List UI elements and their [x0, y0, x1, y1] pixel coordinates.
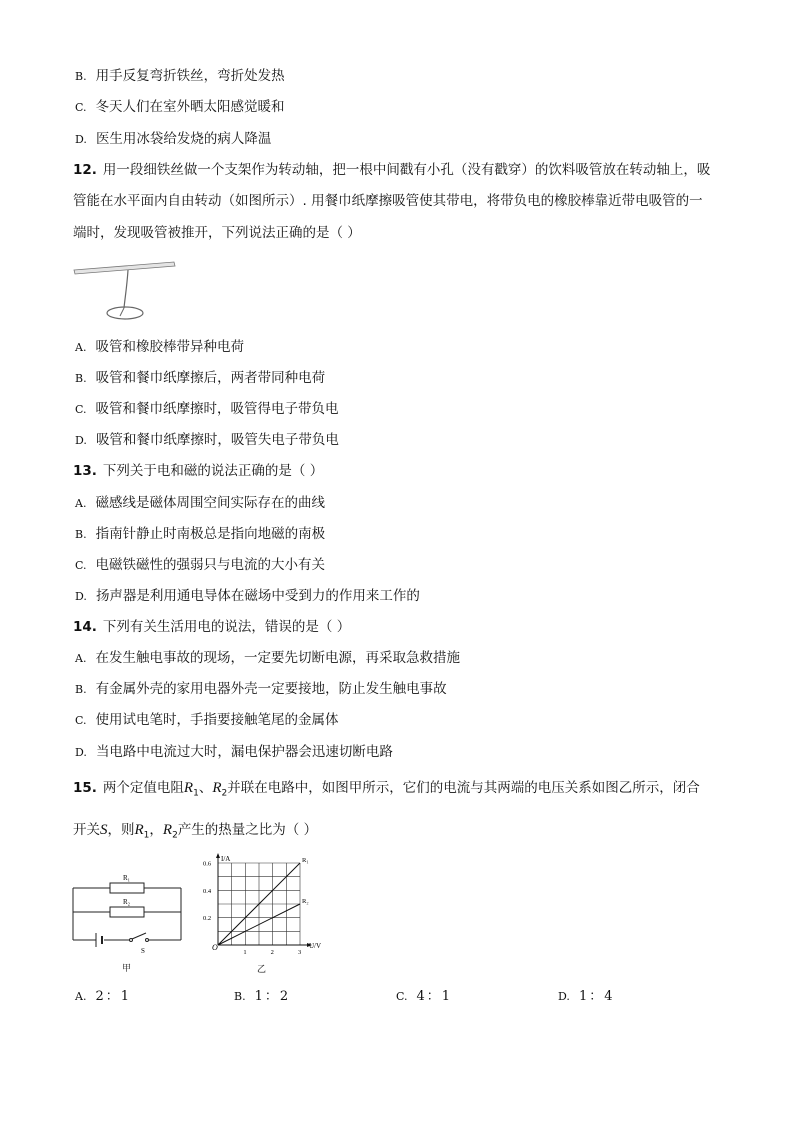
q12-option-b: B. 吸管和餐巾纸摩擦后，两者带同种电荷 — [75, 370, 326, 386]
origin-label: O — [212, 943, 218, 952]
q11-option-c: C. 冬天人们在室外晒太阳感觉暖和 — [75, 99, 285, 115]
x-tick-label: 3 — [298, 949, 302, 956]
q12-option-c: C. 吸管和餐巾纸摩擦时，吸管得电子带负电 — [75, 401, 339, 417]
chart-ticks — [203, 855, 321, 956]
q15-stem-line1: 15. 两个定值电阻$R_1$、$R_2$并联在电路中，如图甲所示，它们的电流与其两端的电压关系如图乙所示，闭合 — [73, 780, 700, 799]
q11-option-d: D. 医生用冰袋给发烧的病人降温 — [75, 131, 272, 147]
q14-option-a: A. 在发生触电事故的现场，一定要先切断电源，再采取急救措施 — [75, 650, 460, 666]
straw-stand-figure — [70, 258, 185, 328]
q15-option-b: B. 1：2 — [234, 989, 291, 1004]
y-tick-label: 0.2 — [203, 915, 212, 923]
y-axis-arrow — [216, 853, 220, 858]
q13-option-a: A. 磁感线是磁体周围空间实际存在的曲线 — [75, 495, 325, 511]
q13-option-d: D. 扬声器是利用通电导体在磁场中受到力的作用来工作的 — [75, 588, 420, 604]
series-label-r2: R₂ — [302, 898, 309, 905]
q14-option-c: C. 使用试电笔时，手指要接触笔尾的金属体 — [75, 712, 339, 728]
q12-stem-line2: 管能在水平面内自由转动（如图所示）. 用餐巾纸摩擦吸管使其带电，将带负电的橡胶棒靠近带电吸管的一 — [73, 193, 703, 209]
y-tick-label: 0.6 — [203, 860, 212, 868]
caption-jia: 甲 — [122, 964, 132, 974]
resistor-r1 — [110, 883, 144, 893]
x-tick-label: 2 — [270, 949, 274, 956]
x-tick-label: 1 — [243, 949, 247, 956]
q11-option-b: B. 用手反复弯折铁丝，弯折处发热 — [75, 68, 285, 84]
straw-image — [74, 262, 175, 319]
circuit-diagram-jia — [68, 868, 186, 958]
q15-option-a: A. 2：1 — [75, 989, 131, 1004]
label-r2: R₂ — [123, 898, 131, 906]
q12-option-a: A. 吸管和橡胶棒带异种电荷 — [75, 339, 244, 355]
q14-option-d: D. 当电路中电流过大时，漏电保护器会迅速切断电路 — [75, 744, 393, 760]
battery-symbol — [96, 933, 102, 947]
q15-stem-line2: 开关S，则$R_1$，$R_2$产生的热量之比为（ ） — [73, 822, 318, 841]
q13-option-c: C. 电磁铁磁性的强弱只与电流的大小有关 — [75, 557, 326, 573]
y-axis-label: I/A — [221, 855, 231, 863]
iu-graph-yi — [200, 853, 335, 958]
q12-option-d: D. 吸管和餐巾纸摩擦时，吸管失电子带负电 — [75, 432, 339, 448]
resistor-r2 — [110, 907, 144, 917]
series-label-r1: R₁ — [302, 857, 309, 864]
q12-stem-line1: 12. 用一段细铁丝做一个支架作为转动轴，把一根中间戳有小孔（没有戳穿）的饮料吸管放在转动轴上，吸 — [73, 162, 711, 178]
q12-stem-line3: 端时，发现吸管被推开，下列说法正确的是（ ） — [73, 225, 361, 241]
label-r1: R₁ — [123, 874, 131, 882]
x-axis-label: U/V — [309, 942, 322, 950]
q15-option-c: C. 4：1 — [396, 989, 453, 1004]
q15-option-d: D. 1：4 — [558, 989, 615, 1004]
q14-option-b: B. 有金属外壳的家用电器外壳一定要接地，防止发生触电事故 — [75, 681, 447, 697]
caption-yi: 乙 — [257, 965, 267, 975]
q14-stem: 14. 下列有关生活用电的说法，错误的是（ ） — [73, 619, 351, 635]
label-s: S — [141, 947, 145, 955]
y-tick-label: 0.4 — [203, 887, 212, 895]
q13-option-b: B. 指南针静止时南极总是指向地磁的南极 — [75, 526, 326, 542]
q13-stem: 13. 下列关于电和磁的说法正确的是（ ） — [73, 463, 324, 479]
switch-symbol — [130, 933, 149, 942]
